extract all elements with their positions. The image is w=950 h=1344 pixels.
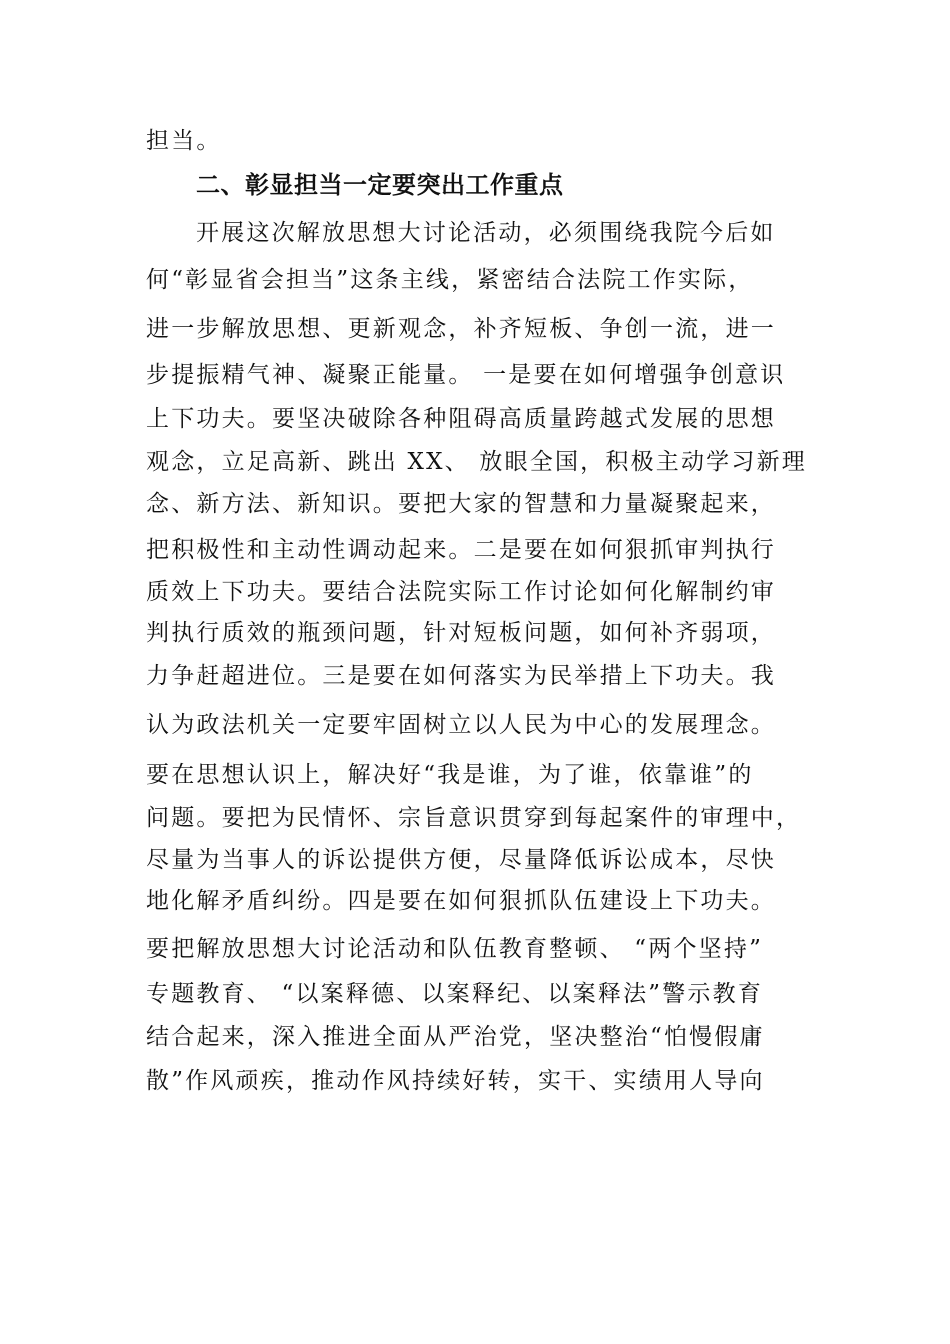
text-line: 要在思想认识上，解决好“我是谁，为了谁，依靠谁”的 [146,762,754,788]
text-line: 问题。要把为民情怀、宗旨意识贯穿到每起案件的审理中， [146,805,802,831]
text-line: 观念，立足高新、跳出 XX、 放眼全国，积极主动学习新理 [146,449,807,475]
section-heading: 二、彰显担当一定要突出工作重点 [196,171,564,199]
text-line: 担当。 [146,128,222,154]
text-line: 把积极性和主动性调动起来。二是要在如何狠抓审判执行 [146,537,776,563]
text-line: 要把解放思想大讨论活动和队伍教育整顿、 “两个坚持” [146,936,764,962]
text-line: 质效上下功夫。要结合法院实际工作讨论如何化解制约审 [146,579,776,605]
paragraph-first-line: 开展这次解放思想大讨论活动，必须围绕我院今后如 [196,220,776,246]
text-line: 尽量为当事人的诉讼提供方便，尽量降低诉讼成本，尽快 [146,847,776,873]
text-line: 判执行质效的瓶颈问题，针对短板问题，如何补齐弱项， [146,620,776,646]
text-line: 步提振精气神、凝聚正能量。 一是要在如何增强争创意识 [146,362,786,388]
text-line: 专题教育、 “以案释德、以案释纪、以案释法”警示教育 [146,981,764,1007]
text-line: 念、新方法、新知识。要把大家的智慧和力量凝聚起来， [146,491,776,517]
text-line: 何“彰显省会担当”这条主线，紧密结合法院工作实际， [146,267,754,293]
text-line: 上下功夫。要坚决破除各种阻碍高质量跨越式发展的思想 [146,406,776,432]
text-line: 认为政法机关一定要牢固树立以人民为中心的发展理念。 [146,712,776,738]
text-line: 结合起来，深入推进全面从严治党，坚决整治“怕慢假庸 [146,1024,765,1050]
text-line: 散”作风顽疾，推动作风持续好转，实干、实绩用人导向 [146,1068,765,1094]
text-line: 进一步解放思想、更新观念，补齐短板、争创一流，进一 [146,316,776,342]
text-line: 地化解矛盾纠纷。四是要在如何狠抓队伍建设上下功夫。 [146,888,776,914]
text-line: 力争赶超进位。三是要在如何落实为民举措上下功夫。我 [146,663,776,689]
